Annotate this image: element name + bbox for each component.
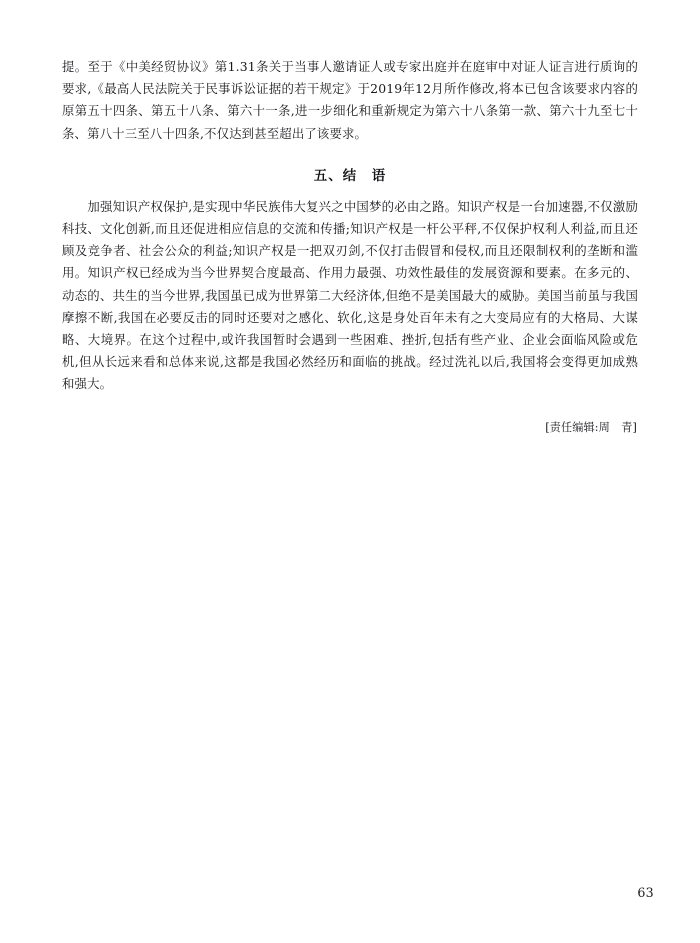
continued-paragraph: 提。至于《中美经贸协议》第1.31条关于当事人邀请证人或专家出庭并在庭审中对证人证言进行质询的要求,《最高人民法院关于民事诉讼证据的若干规定》于2019年12月所作修改,将本已包含该要求内容的原第五十四条、第五十八条、第六十一条,进一步细化和重新规定为第六十八条第一款、第六十九至七十条、第八十三至八十四条,不仅达到甚至超出了该要求。	[62, 59, 638, 141]
section-heading: 五、结 语	[313, 167, 387, 184]
conclusion-paragraph: 加强知识产权保护,是实现中华民族伟大复兴之中国梦的必由之路。知识产权是一台加速器,不仅激励科技、文化创新,而且还促进相应信息的交流和传播;知识产权是一杆公平秤,不仅保护权利人利益,而且还顾及竞争者、社会公众的利益;知识产权是一把双刃剑,不仅打击假冒和侵权,而且还限制权利的垄断和滥用。知识产权已经成为当今世界契合度最高、作用力最强、功效性最佳的发展资源和要素。在多元的、动态的、共生的当今世界,我国虽已成为世界第二大经济体,但绝不是美国最大的威胁。美国当前虽与我国摩擦不断,我国在必要反击的同时还要对之感化、软化,这是身处百年未有之大变局应有的大格局、大谋略、大境界。在这个过程中,或许我国暂时会遇到一些困难、挫折,包括有些产业、企业会面临风险或危机,但从长远来看和总体来说,这都是我国必然经历和面临的挑战。经过洗礼以后,我国将会变得更加成熟和强大。	[62, 198, 638, 392]
heading-spacer-bottom	[62, 187, 638, 196]
heading-spacer-top	[62, 145, 638, 165]
page-number: 63	[637, 885, 654, 900]
editor-credit-row	[62, 416, 638, 436]
text-column	[62, 56, 638, 436]
editor-credit: [责任编辑:周 青]	[545, 420, 637, 434]
